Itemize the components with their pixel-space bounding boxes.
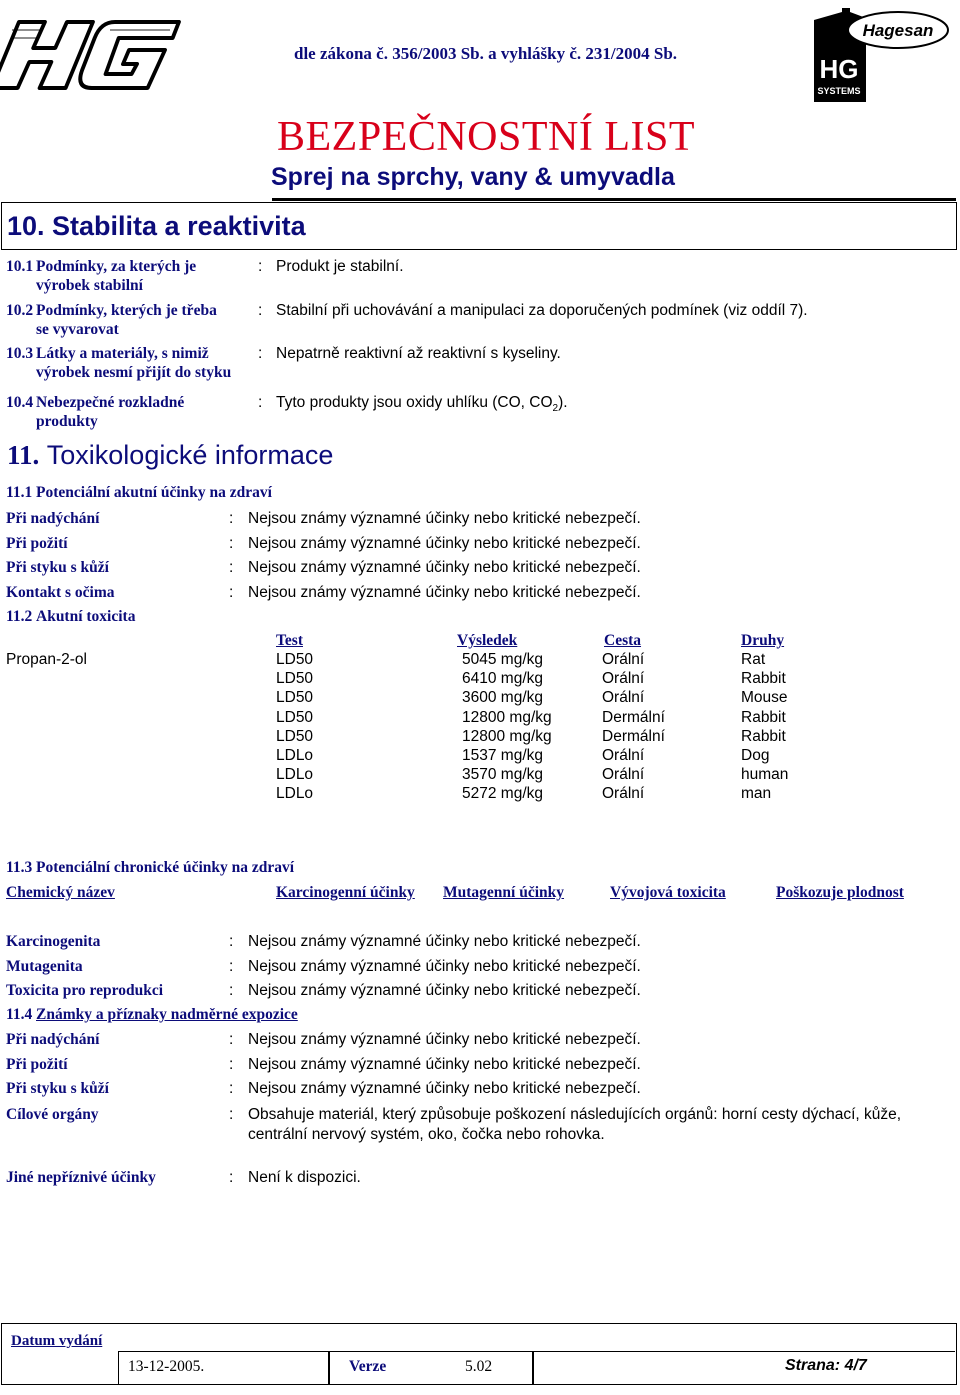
item-10-3-label-line2: výrobek nesmí přijít do styku <box>36 364 232 381</box>
colon: : <box>229 933 234 950</box>
version-label: Verze <box>349 1358 387 1375</box>
target-organs-value-line1: Obsahuje materiál, který způsobuje poškození následujících orgánů: horní cesty dýchací, kůže, <box>248 1106 902 1123</box>
tox-route: Dermální <box>602 727 665 745</box>
item-10-4-label-line1: Nebezpečné rozkladné <box>36 394 185 411</box>
tox-result: 6410 mg/kg <box>462 670 543 688</box>
tox-header-route: Cesta <box>604 632 642 649</box>
tox-header-species: Druhy <box>741 632 785 649</box>
hg-logo <box>0 0 200 100</box>
sign-value: Nejsou známy významné účinky nebo kritické nebezpečí. <box>248 1080 641 1097</box>
tox-header-test: Test <box>276 632 303 649</box>
chronic-effect-value: Nejsou známy významné účinky nebo kritické nebezpečí. <box>248 933 641 950</box>
chronic-effect-label: Karcinogenita <box>6 933 101 950</box>
item-10-1-value: Produkt je stabilní. <box>276 258 404 275</box>
tox-species: man <box>741 785 772 803</box>
tox-species: Rabbit <box>741 708 786 726</box>
sub-11-2-title: Akutní toxicita <box>36 608 136 625</box>
tox-species: Dog <box>741 747 770 764</box>
tox-test: LD50 <box>276 708 314 726</box>
document-title: BEZPEČNOSTNÍ LIST <box>277 114 695 160</box>
chronic-effect-value: Nejsou známy významné účinky nebo kritické nebezpečí. <box>248 957 641 975</box>
colon: : <box>229 1169 234 1186</box>
tox-route: Orální <box>602 766 645 784</box>
tox-test: LD50 <box>276 689 314 707</box>
badge-hg: HG <box>819 54 859 84</box>
tox-result: 12800 mg/kg <box>462 708 552 726</box>
colon: : <box>229 1106 234 1123</box>
page-number: Strana: 4/7 <box>785 1357 867 1374</box>
tox-result: 3600 mg/kg <box>462 689 543 707</box>
tox-route: Orální <box>602 747 645 764</box>
item-10-1-label-line2: výrobek stabilní <box>36 277 143 294</box>
issue-date-label: Datum vydání <box>11 1333 103 1349</box>
tox-species: human <box>741 766 789 784</box>
item-10-2-number: 10.2 <box>6 302 34 319</box>
chronic-header-carcinogenic: Karcinogenní účinky <box>276 884 415 901</box>
badge-brand: Hagesan <box>862 21 934 40</box>
acute-effect-label: Při požití <box>6 534 68 552</box>
sub-11-2-number: 11.2 <box>6 608 33 625</box>
chronic-effect-value: Nejsou známy významné účinky nebo kritické nebezpečí. <box>248 982 641 999</box>
tox-route: Dermální <box>602 708 665 726</box>
tox-result: 12800 mg/kg <box>462 727 552 745</box>
colon: : <box>229 1031 234 1048</box>
chronic-effect-label: Toxicita pro reprodukci <box>6 982 164 999</box>
version-value: 5.02 <box>465 1358 493 1375</box>
acute-effect-label: Při nadýchání <box>6 510 100 527</box>
footer-divider-1 <box>328 1351 330 1384</box>
sub-11-4-title: Známky a příznaky nadměrné expozice <box>36 1006 298 1023</box>
chronic-effect-label: Mutagenita <box>6 957 83 975</box>
section11-title-text: Toxikologické informace <box>46 440 334 470</box>
item-10-4-number: 10.4 <box>6 394 34 411</box>
sign-label: Při požití <box>6 1055 68 1073</box>
acute-effect-value: Nejsou známy významné účinky nebo kritické nebezpečí. <box>248 510 641 527</box>
header-rule <box>272 198 956 201</box>
colon: : <box>229 583 234 601</box>
issue-date-value: 13-12-2005. <box>128 1358 205 1375</box>
acute-effect-label: Kontakt s očima <box>6 583 115 601</box>
tox-result: 1537 mg/kg <box>462 747 543 764</box>
other-effects-value: Není k dispozici. <box>248 1169 361 1186</box>
item-10-3-label-line1: Látky a materiály, s nimiž <box>36 345 209 362</box>
tox-route: Orální <box>602 785 645 803</box>
item-10-3-value: Nepatrně reaktivní až reaktivní s kyseliny. <box>276 345 561 362</box>
section11-title: 11. Toxikologické informace <box>7 440 334 470</box>
colon: : <box>258 394 263 411</box>
tox-test: LDLo <box>276 766 314 784</box>
badge-systems: SYSTEMS <box>817 86 861 96</box>
tox-substance: Propan-2-ol <box>6 651 87 668</box>
sub-11-4-number: 11.4 <box>6 1006 33 1023</box>
tox-route: Orální <box>602 689 645 707</box>
tox-species: Mouse <box>741 689 788 707</box>
sign-label: Při nadýchání <box>6 1031 100 1048</box>
colon: : <box>258 302 263 319</box>
item-10-2-label-line1: Podmínky, kterých je třeba <box>36 302 217 319</box>
colon: : <box>229 534 234 552</box>
item-10-1-number: 10.1 <box>6 258 34 275</box>
acute-effect-label: Při styku s kůží <box>6 559 109 576</box>
law-reference: dle zákona č. 356/2003 Sb. a vyhlášky č. 231/2004 Sb. <box>294 44 678 63</box>
tox-test: LDLo <box>276 785 314 803</box>
product-name: Sprej na sprchy, vany & umyvadla <box>271 163 675 191</box>
colon: : <box>229 957 234 975</box>
colon: : <box>229 559 234 576</box>
hg-systems-badge <box>806 6 956 102</box>
chronic-header-mutagenic: Mutagenní účinky <box>443 884 565 901</box>
tox-route: Orální <box>602 670 645 688</box>
item-10-3-number: 10.3 <box>6 345 34 362</box>
acute-effect-value: Nejsou známy významné účinky nebo kritické nebezpečí. <box>248 559 641 576</box>
colon: : <box>229 1055 234 1073</box>
footer-divider-2 <box>532 1351 534 1384</box>
tox-header-result: Výsledek <box>457 632 518 649</box>
other-effects-label: Jiné nepříznivé účinky <box>6 1169 156 1186</box>
acute-effect-value: Nejsou známy významné účinky nebo kritické nebezpečí. <box>248 583 641 601</box>
colon: : <box>229 510 234 527</box>
tox-result: 5045 mg/kg <box>462 651 543 668</box>
item-10-4-label-line2: produkty <box>36 413 98 430</box>
tox-species: Rabbit <box>741 670 786 688</box>
sub-11-3-title: Potenciální chronické účinky na zdraví <box>36 859 295 876</box>
item-10-2-label-line2: se vyvarovat <box>36 321 119 338</box>
tox-test: LD50 <box>276 651 314 668</box>
colon: : <box>258 345 263 362</box>
colon: : <box>258 258 263 275</box>
tox-species: Rat <box>741 651 766 668</box>
sub-11-3-number: 11.3 <box>6 859 33 876</box>
colon: : <box>229 1080 234 1097</box>
target-organs-label: Cílové orgány <box>6 1106 99 1123</box>
item-10-2-value: Stabilní při uchovávání a manipulaci za doporučených podmínek (viz oddíl 7). <box>276 302 808 319</box>
sign-value: Nejsou známy významné účinky nebo kritické nebezpečí. <box>248 1055 641 1073</box>
chronic-header-developmental: Vývojová toxicita <box>610 884 726 901</box>
tox-result: 5272 mg/kg <box>462 785 543 803</box>
tox-test: LD50 <box>276 727 314 745</box>
tox-test: LDLo <box>276 747 314 764</box>
chronic-header-fertility: Poškozuje plodnost <box>776 884 904 901</box>
sub-11-1-title: Potenciální akutní účinky na zdraví <box>36 484 272 501</box>
tox-route: Orální <box>602 651 645 668</box>
tox-test: LD50 <box>276 670 314 688</box>
sign-value: Nejsou známy významné účinky nebo kritické nebezpečí. <box>248 1031 641 1048</box>
target-organs-value-line2: centrální nervový systém, oko, čočka nebo rohovka. <box>248 1126 605 1143</box>
sub-11-1-number: 11.1 <box>6 484 33 501</box>
chronic-header-chemical: Chemický název <box>6 884 115 901</box>
tox-species: Rabbit <box>741 727 786 745</box>
sign-label: Při styku s kůží <box>6 1080 109 1097</box>
tox-result: 3570 mg/kg <box>462 766 543 784</box>
colon: : <box>229 982 234 999</box>
item-10-4-value: Tyto produkty jsou oxidy uhlíku (CO, $CO_2$). <box>276 394 568 415</box>
section10-title: 10. Stabilita a reaktivita <box>7 211 306 241</box>
acute-effect-value: Nejsou známy významné účinky nebo kritické nebezpečí. <box>248 534 641 552</box>
item-10-1-label-line1: Podmínky, za kterých je <box>36 258 197 275</box>
